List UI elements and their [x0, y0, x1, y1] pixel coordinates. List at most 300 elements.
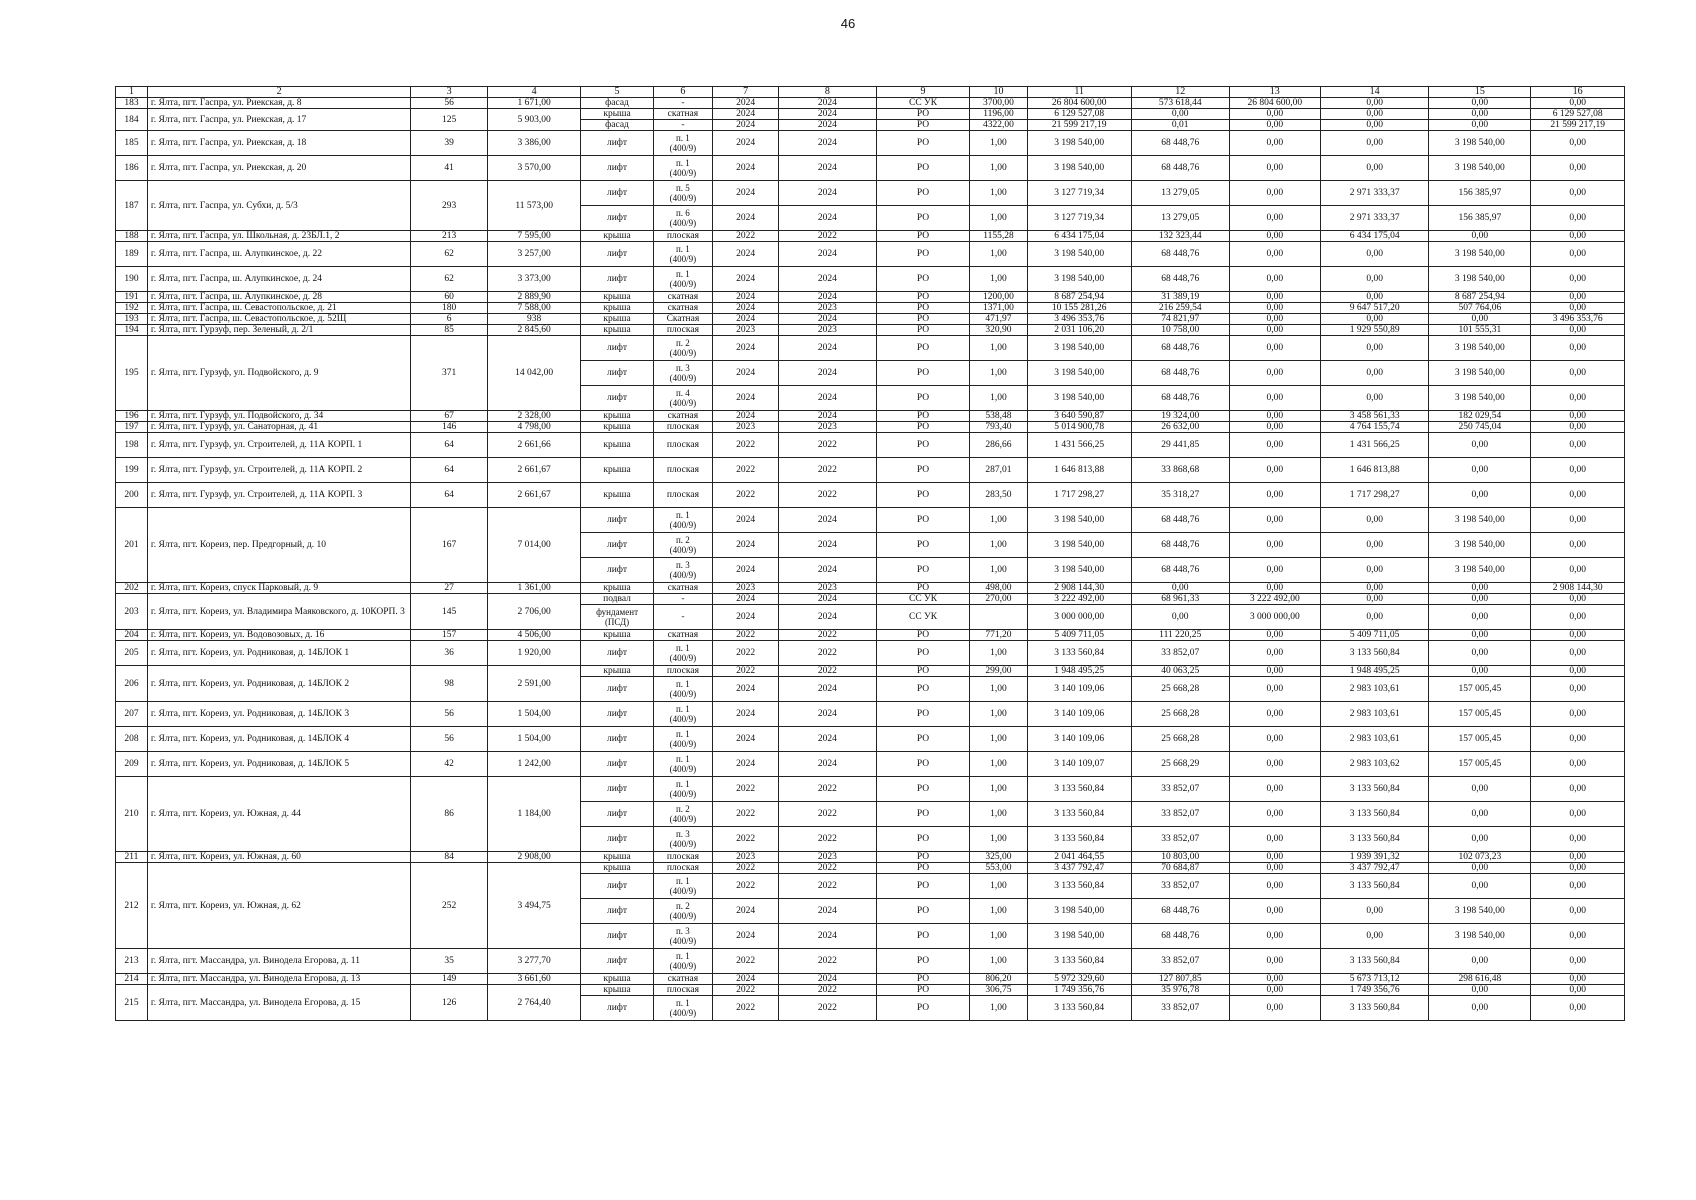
building-area: 4 506,00 [487, 630, 581, 641]
plan-year: 2022 [713, 985, 779, 996]
column-number: 6 [653, 87, 713, 98]
work-subtype: п. 4 (400/9) [653, 386, 713, 411]
total-cost: 8 687 254,94 [1027, 292, 1131, 303]
building-area: 2 661,66 [487, 433, 581, 458]
fund-funds: 3 198 540,00 [1429, 924, 1531, 949]
plan-year: 2024 [713, 386, 779, 411]
fund-funds: 0,00 [1429, 630, 1531, 641]
row-number: 202 [116, 583, 148, 594]
fund-method: РО [876, 974, 970, 985]
volume: 1,00 [970, 996, 1027, 1021]
actual-year: 2024 [779, 533, 877, 558]
actual-year: 2022 [779, 641, 877, 666]
owners-funds: 26 804 600,00 [1229, 98, 1320, 109]
fund-method: РО [876, 303, 970, 314]
cost-estimate: 68 448,76 [1131, 386, 1229, 411]
cost-estimate: 19 324,00 [1131, 411, 1229, 422]
total-cost: 3 133 560,84 [1027, 827, 1131, 852]
address: г. Ялта, пгт. Гаспра, ш. Алупкинское, д. 24 [147, 267, 411, 292]
address: г. Ялта, пгт. Гурзуф, пер. Зеленый, д. 2/1 [147, 325, 411, 336]
total-cost: 6 129 527,08 [1027, 109, 1131, 120]
actual-year: 2022 [779, 827, 877, 852]
row-number: 198 [116, 433, 148, 458]
table-row [116, 583, 1625, 594]
plan-year: 2023 [713, 852, 779, 863]
subsidy-funds: 1 431 566,25 [1320, 433, 1428, 458]
work-subtype: - [653, 594, 713, 605]
fund-funds: 157 005,45 [1429, 677, 1531, 702]
work-type: крыша [581, 411, 653, 422]
total-cost: 3 133 560,84 [1027, 874, 1131, 899]
subsidy-funds: 0,00 [1320, 605, 1428, 630]
fund-funds: 0,00 [1429, 120, 1531, 131]
address: г. Ялта, пгт. Гаспра, ш. Алупкинское, д. 28 [147, 292, 411, 303]
fund-method: РО [876, 411, 970, 422]
work-type: крыша [581, 974, 653, 985]
building-area: 2 845,60 [487, 325, 581, 336]
fund-method: РО [876, 752, 970, 777]
residents-count: 39 [411, 131, 488, 156]
cost-estimate: 35 318,27 [1131, 483, 1229, 508]
row-number: 206 [116, 666, 148, 702]
total-cost: 3 198 540,00 [1027, 131, 1131, 156]
actual-year: 2024 [779, 752, 877, 777]
work-type: лифт [581, 924, 653, 949]
work-type: лифт [581, 777, 653, 802]
owners-funds: 0,00 [1229, 303, 1320, 314]
other-funds: 0,00 [1531, 874, 1625, 899]
volume: 1,00 [970, 752, 1027, 777]
building-area: 3 570,00 [487, 156, 581, 181]
work-type: лифт [581, 702, 653, 727]
fund-funds: 8 687 254,94 [1429, 292, 1531, 303]
work-type: лифт [581, 508, 653, 533]
total-cost: 5 972 329,60 [1027, 974, 1131, 985]
plan-year: 2022 [713, 863, 779, 874]
residents-count: 35 [411, 949, 488, 974]
address: г. Ялта, пгт. Гурзуф, ул. Подвойского, д. 34 [147, 411, 411, 422]
owners-funds: 0,00 [1229, 433, 1320, 458]
actual-year: 2024 [779, 924, 877, 949]
fund-method: РО [876, 558, 970, 583]
column-number: 3 [411, 87, 488, 98]
building-area: 1 361,00 [487, 583, 581, 594]
address: г. Ялта, пгт. Кореиз, пер. Предгорный, д. 10 [147, 508, 411, 583]
other-funds: 0,00 [1531, 361, 1625, 386]
table-row [116, 752, 1625, 777]
cost-estimate: 68 448,76 [1131, 508, 1229, 533]
actual-year: 2023 [779, 325, 877, 336]
subsidy-funds: 0,00 [1320, 583, 1428, 594]
volume: 1,00 [970, 802, 1027, 827]
row-number: 205 [116, 641, 148, 666]
subsidy-funds: 0,00 [1320, 508, 1428, 533]
other-funds: 0,00 [1531, 336, 1625, 361]
volume: 1155,28 [970, 231, 1027, 242]
work-type: лифт [581, 677, 653, 702]
work-subtype: п. 1 (400/9) [653, 242, 713, 267]
residents-count: 27 [411, 583, 488, 594]
row-number: 196 [116, 411, 148, 422]
work-subtype: п. 1 (400/9) [653, 267, 713, 292]
actual-year: 2024 [779, 98, 877, 109]
work-type: крыша [581, 325, 653, 336]
work-subtype: п. 2 (400/9) [653, 336, 713, 361]
volume: 1,00 [970, 827, 1027, 852]
subsidy-funds: 0,00 [1320, 131, 1428, 156]
column-number: 5 [581, 87, 653, 98]
work-type: подвал [581, 594, 653, 605]
fund-method: РО [876, 386, 970, 411]
residents-count: 84 [411, 852, 488, 863]
fund-method: РО [876, 727, 970, 752]
column-number: 16 [1531, 87, 1625, 98]
subsidy-funds: 2 983 103,61 [1320, 677, 1428, 702]
other-funds: 0,00 [1531, 605, 1625, 630]
other-funds: 0,00 [1531, 727, 1625, 752]
fund-funds: 3 198 540,00 [1429, 386, 1531, 411]
building-area: 1 671,00 [487, 98, 581, 109]
address: г. Ялта, пгт. Кореиз, ул. Южная, д. 60 [147, 852, 411, 863]
owners-funds: 0,00 [1229, 242, 1320, 267]
work-subtype: скатная [653, 292, 713, 303]
plan-year: 2022 [713, 949, 779, 974]
cost-estimate: 40 063,25 [1131, 666, 1229, 677]
fund-funds: 0,00 [1429, 458, 1531, 483]
subsidy-funds: 0,00 [1320, 98, 1428, 109]
plan-year: 2024 [713, 131, 779, 156]
volume: 283,50 [970, 483, 1027, 508]
total-cost: 2 041 464,55 [1027, 852, 1131, 863]
cost-estimate: 74 821,97 [1131, 314, 1229, 325]
volume: 553,00 [970, 863, 1027, 874]
volume: 306,75 [970, 985, 1027, 996]
table-row [116, 727, 1625, 752]
row-number: 189 [116, 242, 148, 267]
work-type: крыша [581, 109, 653, 120]
volume: 471,97 [970, 314, 1027, 325]
other-funds: 0,00 [1531, 411, 1625, 422]
residents-count: 60 [411, 292, 488, 303]
work-type: фундамент (ПСД) [581, 605, 653, 630]
cost-estimate: 26 632,00 [1131, 422, 1229, 433]
address: г. Ялта, пгт. Гаспра, ул. Риекская, д. 20 [147, 156, 411, 181]
cost-estimate: 25 668,28 [1131, 702, 1229, 727]
owners-funds: 0,00 [1229, 181, 1320, 206]
table-row [116, 422, 1625, 433]
residents-count: 252 [411, 863, 488, 949]
residents-count: 126 [411, 985, 488, 1021]
plan-year: 2024 [713, 303, 779, 314]
cost-estimate: 132 323,44 [1131, 231, 1229, 242]
fund-funds: 0,00 [1429, 996, 1531, 1021]
row-number: 195 [116, 336, 148, 411]
cost-estimate: 68 448,76 [1131, 267, 1229, 292]
row-number: 192 [116, 303, 148, 314]
owners-funds: 0,00 [1229, 156, 1320, 181]
owners-funds: 0,00 [1229, 267, 1320, 292]
subsidy-funds: 0,00 [1320, 924, 1428, 949]
table-row [116, 292, 1625, 303]
actual-year: 2024 [779, 242, 877, 267]
volume: 1,00 [970, 727, 1027, 752]
cost-estimate: 25 668,28 [1131, 727, 1229, 752]
plan-year: 2022 [713, 630, 779, 641]
table-row [116, 231, 1625, 242]
work-subtype: п. 2 (400/9) [653, 533, 713, 558]
work-type: лифт [581, 752, 653, 777]
table-row [116, 508, 1625, 533]
fund-method: РО [876, 666, 970, 677]
plan-year: 2024 [713, 120, 779, 131]
total-cost: 1 646 813,88 [1027, 458, 1131, 483]
work-subtype: п. 5 (400/9) [653, 181, 713, 206]
subsidy-funds: 0,00 [1320, 336, 1428, 361]
total-cost: 3 198 540,00 [1027, 899, 1131, 924]
plan-year: 2024 [713, 206, 779, 231]
plan-year: 2024 [713, 336, 779, 361]
other-funds: 0,00 [1531, 303, 1625, 314]
cost-estimate: 68 448,76 [1131, 899, 1229, 924]
other-funds: 0,00 [1531, 752, 1625, 777]
total-cost: 3 140 109,06 [1027, 677, 1131, 702]
total-cost: 1 431 566,25 [1027, 433, 1131, 458]
building-area: 938 [487, 314, 581, 325]
row-number: 207 [116, 702, 148, 727]
fund-funds: 0,00 [1429, 874, 1531, 899]
address: г. Ялта, пгт. Кореиз, ул. Водовозовых, д. 16 [147, 630, 411, 641]
fund-funds: 0,00 [1429, 949, 1531, 974]
column-number: 2 [147, 87, 411, 98]
work-type: лифт [581, 156, 653, 181]
plan-year: 2022 [713, 231, 779, 242]
owners-funds: 0,00 [1229, 533, 1320, 558]
work-type: лифт [581, 899, 653, 924]
column-number: 10 [970, 87, 1027, 98]
subsidy-funds: 0,00 [1320, 594, 1428, 605]
row-number: 184 [116, 109, 148, 131]
fund-funds: 298 616,48 [1429, 974, 1531, 985]
actual-year: 2022 [779, 863, 877, 874]
volume: 3700,00 [970, 98, 1027, 109]
plan-year: 2022 [713, 483, 779, 508]
building-area: 2 764,40 [487, 985, 581, 1021]
table-row [116, 131, 1625, 156]
table-row [116, 702, 1625, 727]
plan-year: 2022 [713, 802, 779, 827]
residents-count: 157 [411, 630, 488, 641]
total-cost: 10 155 281,26 [1027, 303, 1131, 314]
residents-count: 293 [411, 181, 488, 231]
cost-estimate: 68 448,76 [1131, 336, 1229, 361]
fund-method: РО [876, 863, 970, 874]
volume: 270,00 [970, 594, 1027, 605]
actual-year: 2024 [779, 605, 877, 630]
work-subtype: - [653, 605, 713, 630]
fund-method: РО [876, 267, 970, 292]
actual-year: 2022 [779, 874, 877, 899]
fund-method: РО [876, 533, 970, 558]
fund-method: РО [876, 802, 970, 827]
residents-count: 85 [411, 325, 488, 336]
work-type: лифт [581, 827, 653, 852]
cost-estimate: 31 389,19 [1131, 292, 1229, 303]
volume: 1,00 [970, 641, 1027, 666]
address: г. Ялта, пгт. Кореиз, спуск Парковый, д. 9 [147, 583, 411, 594]
work-type: лифт [581, 386, 653, 411]
building-area: 2 908,00 [487, 852, 581, 863]
total-cost: 3 133 560,84 [1027, 802, 1131, 827]
owners-funds: 0,00 [1229, 996, 1320, 1021]
owners-funds: 0,00 [1229, 949, 1320, 974]
subsidy-funds: 3 133 560,84 [1320, 641, 1428, 666]
work-type: крыша [581, 458, 653, 483]
actual-year: 2022 [779, 433, 877, 458]
subsidy-funds: 0,00 [1320, 109, 1428, 120]
total-cost: 3 198 540,00 [1027, 361, 1131, 386]
row-number: 203 [116, 594, 148, 630]
subsidy-funds: 0,00 [1320, 314, 1428, 325]
fund-funds: 3 198 540,00 [1429, 336, 1531, 361]
owners-funds: 0,00 [1229, 458, 1320, 483]
work-subtype: - [653, 98, 713, 109]
work-type: крыша [581, 231, 653, 242]
cost-estimate: 33 852,07 [1131, 874, 1229, 899]
work-subtype: скатная [653, 303, 713, 314]
total-cost: 5 014 900,78 [1027, 422, 1131, 433]
fund-funds: 0,00 [1429, 985, 1531, 996]
actual-year: 2024 [779, 361, 877, 386]
residents-count: 167 [411, 508, 488, 583]
actual-year: 2024 [779, 181, 877, 206]
cost-estimate: 33 868,68 [1131, 458, 1229, 483]
work-type: лифт [581, 242, 653, 267]
volume: 1,00 [970, 131, 1027, 156]
owners-funds: 0,00 [1229, 874, 1320, 899]
work-subtype: плоская [653, 325, 713, 336]
subsidy-funds: 3 133 560,84 [1320, 827, 1428, 852]
residents-count: 86 [411, 777, 488, 852]
subsidy-funds: 0,00 [1320, 267, 1428, 292]
work-type: лифт [581, 336, 653, 361]
work-type: крыша [581, 422, 653, 433]
actual-year: 2022 [779, 666, 877, 677]
total-cost: 3 640 590,87 [1027, 411, 1131, 422]
total-cost: 3 198 540,00 [1027, 508, 1131, 533]
fund-method: РО [876, 985, 970, 996]
actual-year: 2024 [779, 336, 877, 361]
building-area: 3 373,00 [487, 267, 581, 292]
cost-estimate: 35 976,78 [1131, 985, 1229, 996]
work-type: лифт [581, 996, 653, 1021]
table-row [116, 630, 1625, 641]
plan-year: 2023 [713, 422, 779, 433]
owners-funds: 0,00 [1229, 924, 1320, 949]
table-row [116, 863, 1625, 874]
column-number-row [116, 87, 1625, 98]
fund-funds: 182 029,54 [1429, 411, 1531, 422]
table-row [116, 314, 1625, 325]
residents-count: 56 [411, 98, 488, 109]
work-type: крыша [581, 583, 653, 594]
total-cost: 3 198 540,00 [1027, 924, 1131, 949]
owners-funds: 0,00 [1229, 641, 1320, 666]
fund-method: РО [876, 131, 970, 156]
other-funds: 0,00 [1531, 292, 1625, 303]
work-type: фасад [581, 120, 653, 131]
table-row [116, 974, 1625, 985]
fund-funds: 0,00 [1429, 863, 1531, 874]
column-number: 9 [876, 87, 970, 98]
address: г. Ялта, пгт. Гурзуф, ул. Строителей, д. 11А КОРП. 2 [147, 458, 411, 483]
volume: 1200,00 [970, 292, 1027, 303]
fund-funds: 0,00 [1429, 605, 1531, 630]
total-cost: 21 599 217,19 [1027, 120, 1131, 131]
work-type: лифт [581, 361, 653, 386]
other-funds: 0,00 [1531, 231, 1625, 242]
cost-estimate: 68 448,76 [1131, 361, 1229, 386]
fund-method: РО [876, 508, 970, 533]
work-subtype: п. 3 (400/9) [653, 361, 713, 386]
address: г. Ялта, пгт. Гаспра, ул. Риекская, д. 8 [147, 98, 411, 109]
actual-year: 2022 [779, 777, 877, 802]
address: г. Ялта, пгт. Кореиз, ул. Родниковая, д. 14БЛОК 3 [147, 702, 411, 727]
row-number: 190 [116, 267, 148, 292]
plan-year: 2024 [713, 752, 779, 777]
other-funds: 0,00 [1531, 483, 1625, 508]
volume: 1,00 [970, 242, 1027, 267]
building-area: 1 504,00 [487, 727, 581, 752]
fund-funds: 0,00 [1429, 641, 1531, 666]
cost-estimate: 0,01 [1131, 120, 1229, 131]
actual-year: 2024 [779, 109, 877, 120]
total-cost: 3 127 719,34 [1027, 181, 1131, 206]
fund-funds: 0,00 [1429, 433, 1531, 458]
plan-year: 2022 [713, 827, 779, 852]
residents-count: 180 [411, 303, 488, 314]
total-cost: 3 133 560,84 [1027, 996, 1131, 1021]
work-subtype: п. 1 (400/9) [653, 702, 713, 727]
plan-year: 2024 [713, 267, 779, 292]
work-type: лифт [581, 131, 653, 156]
total-cost: 1 717 298,27 [1027, 483, 1131, 508]
fund-method: РО [876, 109, 970, 120]
fund-funds: 3 198 540,00 [1429, 899, 1531, 924]
fund-funds: 157 005,45 [1429, 727, 1531, 752]
work-type: крыша [581, 292, 653, 303]
fund-funds: 3 198 540,00 [1429, 533, 1531, 558]
subsidy-funds: 3 437 792,47 [1320, 863, 1428, 874]
cost-estimate: 13 279,05 [1131, 206, 1229, 231]
work-type: крыша [581, 985, 653, 996]
other-funds: 0,00 [1531, 641, 1625, 666]
actual-year: 2024 [779, 594, 877, 605]
building-area: 3 257,00 [487, 242, 581, 267]
cost-estimate: 33 852,07 [1131, 827, 1229, 852]
work-subtype: плоская [653, 852, 713, 863]
building-area: 1 920,00 [487, 641, 581, 666]
fund-method: РО [876, 458, 970, 483]
plan-year: 2024 [713, 605, 779, 630]
fund-funds: 157 005,45 [1429, 752, 1531, 777]
plan-year: 2024 [713, 508, 779, 533]
subsidy-funds: 3 133 560,84 [1320, 874, 1428, 899]
actual-year: 2023 [779, 583, 877, 594]
actual-year: 2024 [779, 677, 877, 702]
column-number: 14 [1320, 87, 1428, 98]
work-subtype: п. 6 (400/9) [653, 206, 713, 231]
fund-method: РО [876, 156, 970, 181]
